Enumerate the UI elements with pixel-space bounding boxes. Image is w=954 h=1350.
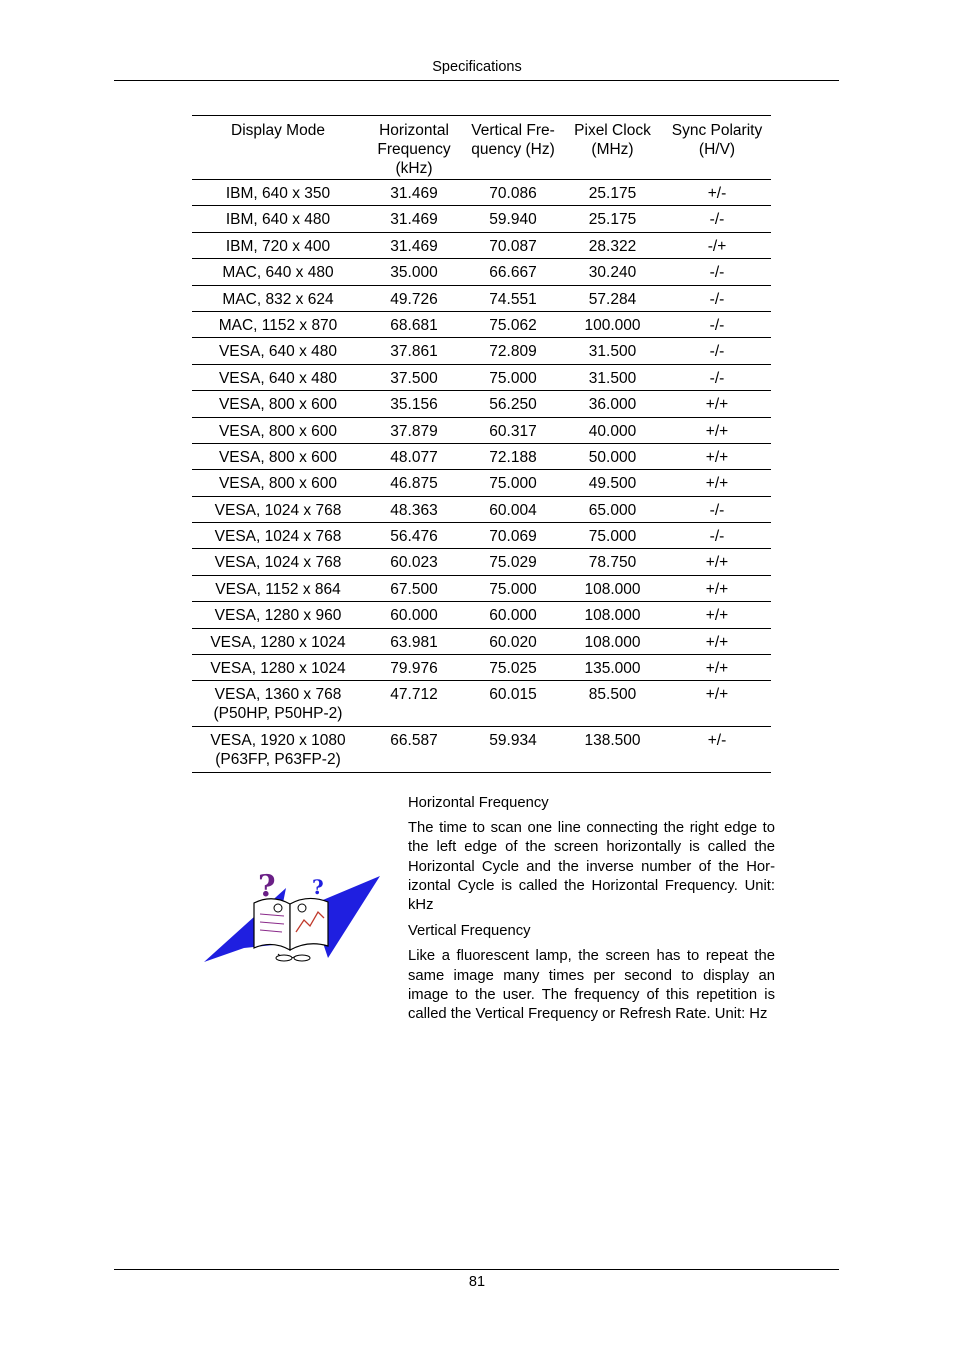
pixel-clock-cell: 100.000 [584,316,641,334]
sync-polarity-cell: +/+ [705,580,729,598]
display-mode-cell-line: VESA, 800 x 600 [218,422,338,440]
pixel-clock-cell: 40.000 [588,422,637,440]
vertical-frequency-text: Like a fluorescent lamp, the screen has to repeat the same image many times per second to display an image to the user. The frequency of this repetition is called the Vertical Frequency or Refresh Rate. Unit: Hz [408,948,775,1023]
table-row [192,206,771,232]
display-mode-cell-line: VESA, 1152 x 864 [215,580,341,598]
sync-polarity-cell: -/+ [707,237,727,255]
open-book [254,898,328,961]
vertical-frequency-cell: 75.029 [489,554,537,572]
horizontal-frequency-title: Horizontal Frequency [408,795,549,811]
horizontal-frequency-cell: 31.469 [390,237,438,255]
horizontal-frequency-cell: 35.000 [390,264,438,282]
column-header-line: (H/V) [698,141,736,158]
table-row [192,549,771,575]
sync-polarity-cell: +/- [707,185,727,202]
pixel-clock-cell: 25.175 [588,185,637,202]
column-header-line: Horizontal [379,122,449,139]
table-row [192,391,771,417]
table-row [192,417,771,443]
vertical-frequency-cell: 60.004 [489,501,537,519]
vertical-frequency-cell: 75.000 [489,369,537,387]
sync-polarity-cell: +/+ [705,475,729,493]
sync-polarity-cell: +/+ [705,633,729,651]
horizontal-frequency-cell: 67.500 [390,580,438,598]
horizontal-frequency-text: The time to scan one line connecting the right edge to the left edge of the screen horizontally is called the Horizontal Cycle and the inverse number of the Hor-izontal Cycle is called the Horizontal Frequency. Unit: kHz [408,820,775,914]
sync-polarity-cell: -/- [709,369,725,387]
pixel-clock-cell: 138.500 [584,732,641,750]
horizontal-frequency-cell: 56.476 [390,528,438,546]
sync-polarity-cell: +/+ [705,554,729,572]
vertical-frequency-cell: 75.062 [489,316,537,334]
column-header-line: (MHz) [591,141,634,158]
horizontal-frequency-cell: 60.000 [390,607,438,625]
sync-polarity-cell: -/- [709,211,725,229]
pixel-clock-cell: 75.000 [588,528,637,546]
horizontal-frequency-cell: 37.500 [390,369,438,387]
table-row [192,285,771,311]
display-mode-cell-line: VESA, 800 x 600 [218,475,338,493]
vertical-frequency-cell: 72.809 [489,343,537,361]
display-mode-cell-line: VESA, 1280 x 1024 [210,633,346,651]
pixel-clock-cell: 65.000 [588,501,637,519]
page-header-title: Specifications [432,59,522,75]
display-mode-cell-line: VESA, 640 x 480 [218,369,338,387]
table-row [192,681,771,727]
display-mode-cell [192,628,364,654]
table-row [192,180,771,206]
table-row [192,628,771,654]
question-mark-large: ? [258,870,276,904]
column-header [663,116,771,180]
sync-polarity-cell: +/+ [705,660,729,678]
sync-polarity-cell: +/+ [705,607,729,625]
display-mode-cell [192,681,364,727]
display-mode-cell-line: (P63FP, P63FP-2) [215,751,341,769]
column-header [192,116,364,180]
display-mode-cell [192,338,364,364]
horizontal-frequency-cell: 31.469 [390,185,438,202]
table-row [192,602,771,628]
horizontal-frequency-cell: 68.681 [390,316,438,334]
sync-polarity-cell: +/- [707,732,727,750]
question-mark-small: ? [312,875,324,899]
sync-polarity-cell: +/+ [705,422,729,440]
table-header [192,116,771,180]
pixel-clock-cell: 49.500 [588,475,637,493]
sync-polarity-cell: +/+ [705,448,729,466]
display-mode-cell [192,727,364,773]
table-row [192,338,771,364]
vertical-frequency-title: Vertical Frequency [408,923,531,940]
horizontal-frequency-cell: 37.879 [390,422,438,440]
sync-polarity-cell: +/+ [705,686,729,704]
table-row [192,259,771,285]
horizontal-frequency-cell: 48.077 [390,448,438,466]
pixel-clock-cell: 28.322 [588,237,637,255]
column-header-line: Sync Polarity [671,122,763,139]
display-mode-cell-line: VESA, 1920 x 1080 [210,732,346,750]
sync-polarity-cell: -/- [709,501,725,519]
table-header-row [192,116,771,180]
pixel-clock-cell: 36.000 [588,396,637,414]
display-mode-cell [192,232,364,258]
horizontal-frequency-cell: 31.469 [390,211,438,229]
vertical-frequency-cell: 56.250 [489,396,537,414]
display-mode-cell [192,311,364,337]
sync-polarity-cell: -/- [709,290,725,308]
column-header-line: Vertical Fre- [471,122,555,139]
page-number: 81 [468,1274,486,1290]
table-row [192,575,771,601]
pixel-clock-cell: 85.500 [588,686,637,704]
table-row [192,311,771,337]
column-header-line: Pixel Clock [574,122,651,139]
column-header [562,116,663,180]
vertical-frequency-cell: 60.000 [489,607,537,625]
sync-polarity-cell: -/- [709,264,725,282]
horizontal-frequency-cell: 48.363 [390,501,438,519]
display-mode-cell [192,364,364,390]
display-mode-cell-line: IBM, 640 x 350 [225,185,331,202]
vertical-frequency-cell: 59.934 [489,732,537,750]
column-header-line: quency (Hz) [471,141,555,158]
table-row [192,443,771,469]
header-rule [114,80,839,81]
display-mode-cell [192,417,364,443]
sync-polarity-cell: -/- [709,316,725,334]
display-mode-cell-line: VESA, 1280 x 960 [214,607,342,625]
pixel-clock-cell: 30.240 [588,264,637,282]
vertical-frequency-cell: 70.086 [489,185,537,202]
display-mode-cell [192,549,364,575]
display-mode-cell-line: MAC, 832 x 624 [222,290,334,308]
pixel-clock-cell: 108.000 [584,633,641,651]
vertical-frequency-cell: 70.069 [489,528,537,546]
pixel-clock-cell: 31.500 [588,343,637,361]
table-row [192,727,771,773]
vertical-frequency-cell: 60.020 [489,633,537,651]
table-row [192,470,771,496]
display-mode-cell-line: VESA, 800 x 600 [218,396,338,414]
display-mode-cell [192,496,364,522]
pixel-clock-cell: 78.750 [588,554,637,572]
display-mode-cell [192,575,364,601]
horizontal-frequency-cell: 37.861 [390,343,438,361]
vertical-frequency-cell: 72.188 [489,448,537,466]
column-header-line: (kHz) [395,160,433,177]
vertical-frequency-cell: 74.551 [489,290,537,308]
vertical-frequency-cell: 60.015 [489,686,537,704]
display-mode-cell-line: IBM, 720 x 400 [225,237,331,255]
column-header-line: Frequency [377,141,451,158]
horizontal-frequency-cell: 49.726 [390,290,438,308]
display-mode-cell-line: (P50HP, P50HP-2) [213,705,343,723]
display-mode-cell-line: MAC, 640 x 480 [222,264,334,282]
column-header [464,116,562,180]
display-mode-cell-line: VESA, 1024 x 768 [214,501,342,519]
sync-polarity-cell: -/- [709,343,725,361]
display-mode-cell-line: VESA, 640 x 480 [218,343,338,361]
pixel-clock-cell: 25.175 [588,211,637,229]
table-body [192,180,771,773]
pixel-clock-cell: 135.000 [584,660,641,678]
horizontal-frequency-cell: 46.875 [390,475,438,493]
display-mode-cell [192,443,364,469]
display-mode-cell-line: MAC, 1152 x 870 [218,316,338,334]
display-mode-cell [192,602,364,628]
sync-polarity-cell: +/+ [705,396,729,414]
horizontal-frequency-cell: 60.023 [390,554,438,572]
display-mode-cell-line: VESA, 1280 x 1024 [210,660,346,678]
pixel-clock-cell: 108.000 [584,580,641,598]
display-mode-cell-line: VESA, 800 x 600 [218,448,338,466]
definitions-section [408,794,775,1031]
display-mode-cell [192,523,364,549]
table-row [192,364,771,390]
pixel-clock-cell: 57.284 [588,290,637,308]
column-header-line: Display Mode [231,122,325,139]
horizontal-frequency-cell: 63.981 [390,633,438,651]
vertical-frequency-cell: 75.000 [489,475,537,493]
display-mode-cell-line: VESA, 1024 x 768 [214,528,342,546]
display-mode-cell [192,259,364,285]
display-mode-cell-line: VESA, 1024 x 768 [214,554,342,572]
table-row [192,655,771,681]
display-mode-cell [192,655,364,681]
vertical-frequency-cell: 75.000 [489,580,537,598]
table-row [192,496,771,522]
horizontal-frequency-cell: 35.156 [390,396,438,414]
vertical-frequency-cell: 70.087 [489,237,537,255]
table-row [192,523,771,549]
display-mode-cell [192,206,364,232]
display-mode-cell [192,180,364,206]
display-mode-cell [192,470,364,496]
vertical-frequency-cell: 75.025 [489,660,537,678]
horizontal-frequency-cell: 66.587 [390,732,438,750]
vertical-frequency-cell: 60.317 [489,422,537,440]
display-mode-cell [192,285,364,311]
footer-rule [114,1269,839,1270]
display-mode-cell-line: VESA, 1360 x 768 [214,686,342,704]
vertical-frequency-cell: 59.940 [489,211,537,229]
display-mode-cell [192,391,364,417]
horizontal-frequency-cell: 79.976 [390,660,438,678]
table-row [192,232,771,258]
pixel-clock-cell: 108.000 [584,607,641,625]
pixel-clock-cell: 50.000 [588,448,637,466]
display-modes-table [192,115,771,773]
sync-polarity-cell: -/- [709,528,725,546]
column-header [364,116,464,180]
vertical-frequency-cell: 66.667 [489,264,537,282]
pixel-clock-cell: 31.500 [588,369,637,387]
horizontal-frequency-cell: 47.712 [390,686,438,704]
book-question-icon [204,870,382,964]
display-mode-cell-line: IBM, 640 x 480 [225,211,331,229]
